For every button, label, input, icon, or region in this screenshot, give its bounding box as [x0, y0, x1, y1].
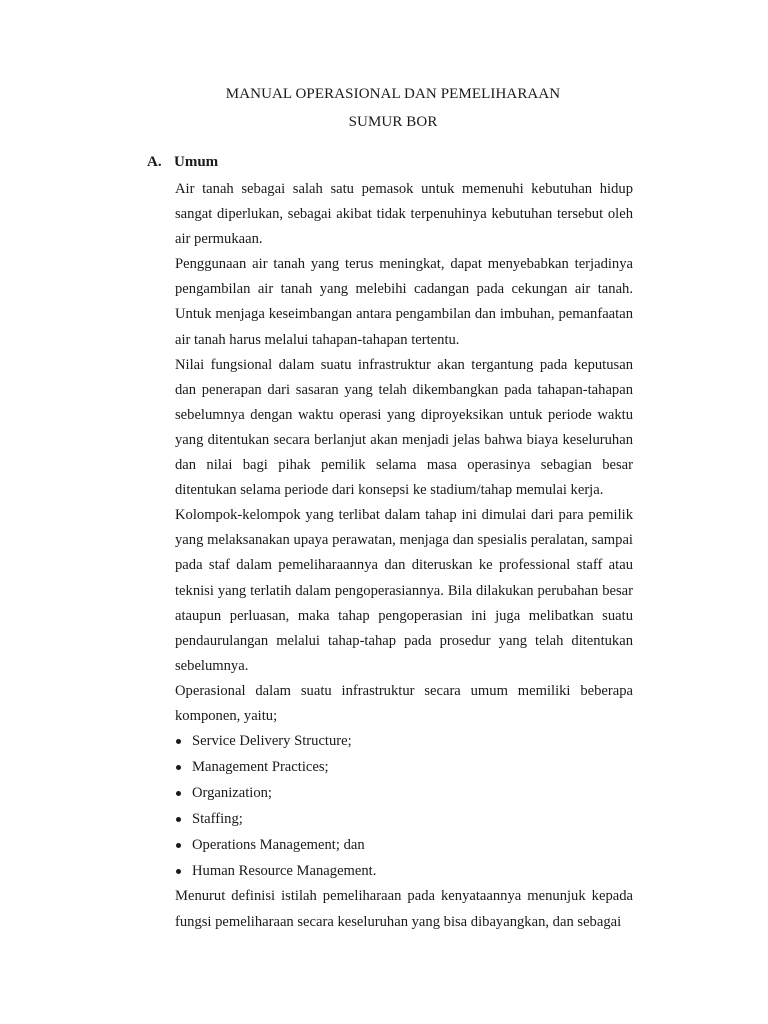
document-subtitle: SUMUR BOR	[348, 114, 438, 130]
list-item	[175, 729, 633, 755]
paragraph: Kolompok-kelompok yang terlibat dalam tahap ini dimulai dari para pemilik yang melaksanakan upaya perawatan, menjaga dan spesialis peralatan, sampai pada staf dalam pemeliharaannya dan diteruskan ke professional staff atau teknisi yang terlatih dalam pengoperasiannya. Bila dilakukan perubahan besar ataupun perluasan, maka tahap pengoperasian ini juga melibatkan suatu pendaurulangan melalui tahap-tahap pada prosedur yang telah ditentukan sebelumnya.	[175, 507, 633, 674]
list-item-text: Human Resource Management.	[192, 862, 377, 879]
section-letter: A.	[147, 154, 162, 170]
paragraph: Penggunaan air tanah yang terus meningkat, dapat menyebabkan terjadinya pengambilan air tanah yang melebihi cadangan pada cekungan air tanah. Untuk menjaga keseimbangan antara pengambilan dan imbuhan, pemanfaatan air tanah harus melalui tahapan-tahapan tertentu.	[175, 256, 633, 348]
paragraph: Air tanah sebagai salah satu pemasok untuk memenuhi kebutuhan hidup sangat diperlukan, sebagai akibat tidak terpenuhinya kebutuhan tersebut oleh air permukaan.	[175, 181, 633, 248]
list-item	[175, 859, 633, 885]
bullet-icon	[176, 791, 181, 796]
section-body	[175, 177, 633, 935]
list-item	[175, 755, 633, 781]
list-item	[175, 781, 633, 807]
list-item-text: Operations Management; dan	[192, 836, 365, 853]
document-title: MANUAL OPERASIONAL DAN PEMELIHARAAN	[225, 86, 561, 102]
paragraph: Menurut definisi istilah pemeliharaan pada kenyataannya menunjuk kepada fungsi pemeliharaan secara keseluruhan yang bisa dibayangkan, dan sebagai	[175, 888, 633, 930]
bullet-icon	[176, 765, 181, 770]
bullet-icon	[176, 817, 181, 822]
section-title: Umum	[174, 154, 219, 170]
list-item	[175, 807, 633, 833]
list-item-text: Service Delivery Structure;	[192, 733, 352, 750]
list-item-text: Management Practices;	[192, 758, 329, 775]
list-item	[175, 833, 633, 859]
bullet-icon	[176, 739, 181, 744]
list-item-text: Staffing;	[192, 810, 243, 827]
paragraph: Nilai fungsional dalam suatu infrastruktur akan tergantung pada keputusan dan penerapan dari sasaran yang telah dikembangkan pada tahapan-tahapan sebelumnya dengan waktu operasi yang diproyeksikan untuk periode waktu yang ditentukan secara berlanjut akan menjadi jelas bahwa biaya keseluruhan dan nilai bagi pihak pemilik selama masa operasinya sebagian besar ditentukan selama periode dari konsepsi ke stadium/tahap memulai kerja.	[175, 356, 633, 499]
bullet-icon	[176, 869, 181, 874]
paragraph: Operasional dalam suatu infrastruktur secara umum memiliki beberapa komponen, yaitu;	[175, 682, 633, 724]
section-heading	[147, 154, 218, 171]
component-list	[175, 729, 633, 884]
list-item-text: Organization;	[192, 784, 272, 801]
bullet-icon	[176, 843, 181, 848]
